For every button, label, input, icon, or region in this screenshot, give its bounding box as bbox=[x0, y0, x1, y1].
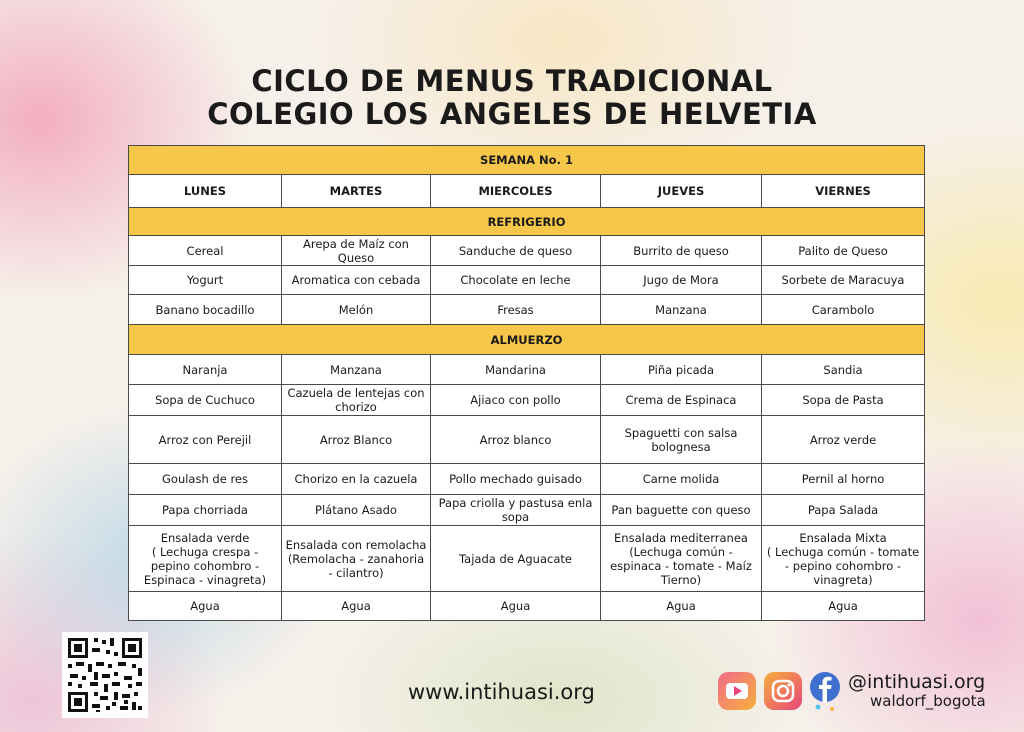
menu-cell: Sandia bbox=[762, 355, 925, 385]
menu-cell: Agua bbox=[282, 592, 431, 621]
menu-cell: Papa Salada bbox=[762, 495, 925, 526]
day-header: MARTES bbox=[282, 175, 431, 208]
day-header: JUEVES bbox=[601, 175, 762, 208]
menu-cell: Arroz verde bbox=[762, 416, 925, 464]
menu-cell: Pan baguette con queso bbox=[601, 495, 762, 526]
menu-table bbox=[128, 145, 925, 621]
menu-cell: Tajada de Aguacate bbox=[431, 526, 601, 592]
menu-cell: Mandarina bbox=[431, 355, 601, 385]
section-header-row bbox=[129, 325, 925, 355]
menu-cell: Agua bbox=[601, 592, 762, 621]
menu-cell: Pollo mechado guisado bbox=[431, 464, 601, 495]
menu-cell: Sorbete de Maracuya bbox=[762, 266, 925, 295]
days-row bbox=[129, 175, 925, 208]
menu-cell: Arroz blanco bbox=[431, 416, 601, 464]
week-label: SEMANA No. 1 bbox=[129, 146, 925, 175]
menu-cell: Plátano Asado bbox=[282, 495, 431, 526]
menu-cell: Arepa de Maíz con Queso bbox=[282, 236, 431, 266]
menu-cell: Arroz Blanco bbox=[282, 416, 431, 464]
menu-cell: Goulash de res bbox=[129, 464, 282, 495]
menu-cell: Agua bbox=[762, 592, 925, 621]
facebook-icon[interactable] bbox=[808, 669, 842, 713]
menu-cell: Jugo de Mora bbox=[601, 266, 762, 295]
day-header: MIERCOLES bbox=[431, 175, 601, 208]
page-title-line-2: COLEGIO LOS ANGELES DE HELVETIA bbox=[207, 97, 817, 131]
table-row bbox=[129, 526, 925, 592]
menu-cell: Sanduche de queso bbox=[431, 236, 601, 266]
menu-cell: Ensalada con remolacha (Remolacha - zanahoria - cilantro) bbox=[282, 526, 431, 592]
menu-cell: Arroz con Perejil bbox=[129, 416, 282, 464]
social-handle-primary[interactable]: @intihuasi.org bbox=[848, 671, 986, 693]
table-row bbox=[129, 266, 925, 295]
table-row bbox=[129, 592, 925, 621]
menu-cell: Naranja bbox=[129, 355, 282, 385]
qr-code-icon bbox=[62, 632, 148, 718]
section-header-row bbox=[129, 208, 925, 236]
menu-cell: Ajiaco con pollo bbox=[431, 385, 601, 416]
instagram-icon[interactable] bbox=[764, 672, 802, 710]
menu-cell: Agua bbox=[431, 592, 601, 621]
table-row bbox=[129, 295, 925, 325]
menu-cell: Chorizo en la cazuela bbox=[282, 464, 431, 495]
menu-cell: Pernil al horno bbox=[762, 464, 925, 495]
day-header: VIERNES bbox=[762, 175, 925, 208]
menu-cell: Crema de Espinaca bbox=[601, 385, 762, 416]
website-url[interactable]: www.intihuasi.org bbox=[408, 680, 595, 704]
menu-cell: Sopa de Pasta bbox=[762, 385, 925, 416]
menu-cell: Fresas bbox=[431, 295, 601, 325]
section-label-almuerzo: ALMUERZO bbox=[129, 325, 925, 355]
menu-cell: Ensalada verde ( Lechuga crespa - pepino cohombro - Espinaca - vinagreta) bbox=[129, 526, 282, 592]
menu-cell: Aromatica con cebada bbox=[282, 266, 431, 295]
menu-cell: Piña picada bbox=[601, 355, 762, 385]
table-row bbox=[129, 495, 925, 526]
table-row bbox=[129, 464, 925, 495]
menu-cell: Palito de Queso bbox=[762, 236, 925, 266]
table-row bbox=[129, 236, 925, 266]
menu-cell: Carambolo bbox=[762, 295, 925, 325]
menu-cell: Papa chorriada bbox=[129, 495, 282, 526]
menu-cell: Cereal bbox=[129, 236, 282, 266]
menu-cell: Carne molida bbox=[601, 464, 762, 495]
menu-cell: Yogurt bbox=[129, 266, 282, 295]
week-header-row bbox=[129, 146, 925, 175]
menu-cell: Manzana bbox=[282, 355, 431, 385]
day-header: LUNES bbox=[129, 175, 282, 208]
menu-cell: Burrito de queso bbox=[601, 236, 762, 266]
menu-cell: Agua bbox=[129, 592, 282, 621]
section-label-refrigerio: REFRIGERIO bbox=[129, 208, 925, 236]
menu-cell: Papa criolla y pastusa enla sopa bbox=[431, 495, 601, 526]
youtube-icon[interactable] bbox=[718, 672, 756, 710]
menu-cell: Sopa de Cuchuco bbox=[129, 385, 282, 416]
page-title-line-1: CICLO DE MENUS TRADICIONAL bbox=[251, 64, 773, 98]
table-row bbox=[129, 416, 925, 464]
menu-cell: Manzana bbox=[601, 295, 762, 325]
menu-cell: Cazuela de lentejas con chorizo bbox=[282, 385, 431, 416]
menu-cell: Banano bocadillo bbox=[129, 295, 282, 325]
social-handle-secondary[interactable]: waldorf_bogota bbox=[870, 692, 986, 710]
menu-cell: Chocolate en leche bbox=[431, 266, 601, 295]
menu-cell: Ensalada Mixta ( Lechuga común - tomate - pepino cohombro - vinagreta) bbox=[762, 526, 925, 592]
menu-cell: Ensalada mediterranea (Lechuga común - espinaca - tomate - Maíz Tierno) bbox=[601, 526, 762, 592]
table-row bbox=[129, 355, 925, 385]
menu-cell: Spaguetti con salsa bolognesa bbox=[601, 416, 762, 464]
table-row bbox=[129, 385, 925, 416]
menu-cell: Melón bbox=[282, 295, 431, 325]
